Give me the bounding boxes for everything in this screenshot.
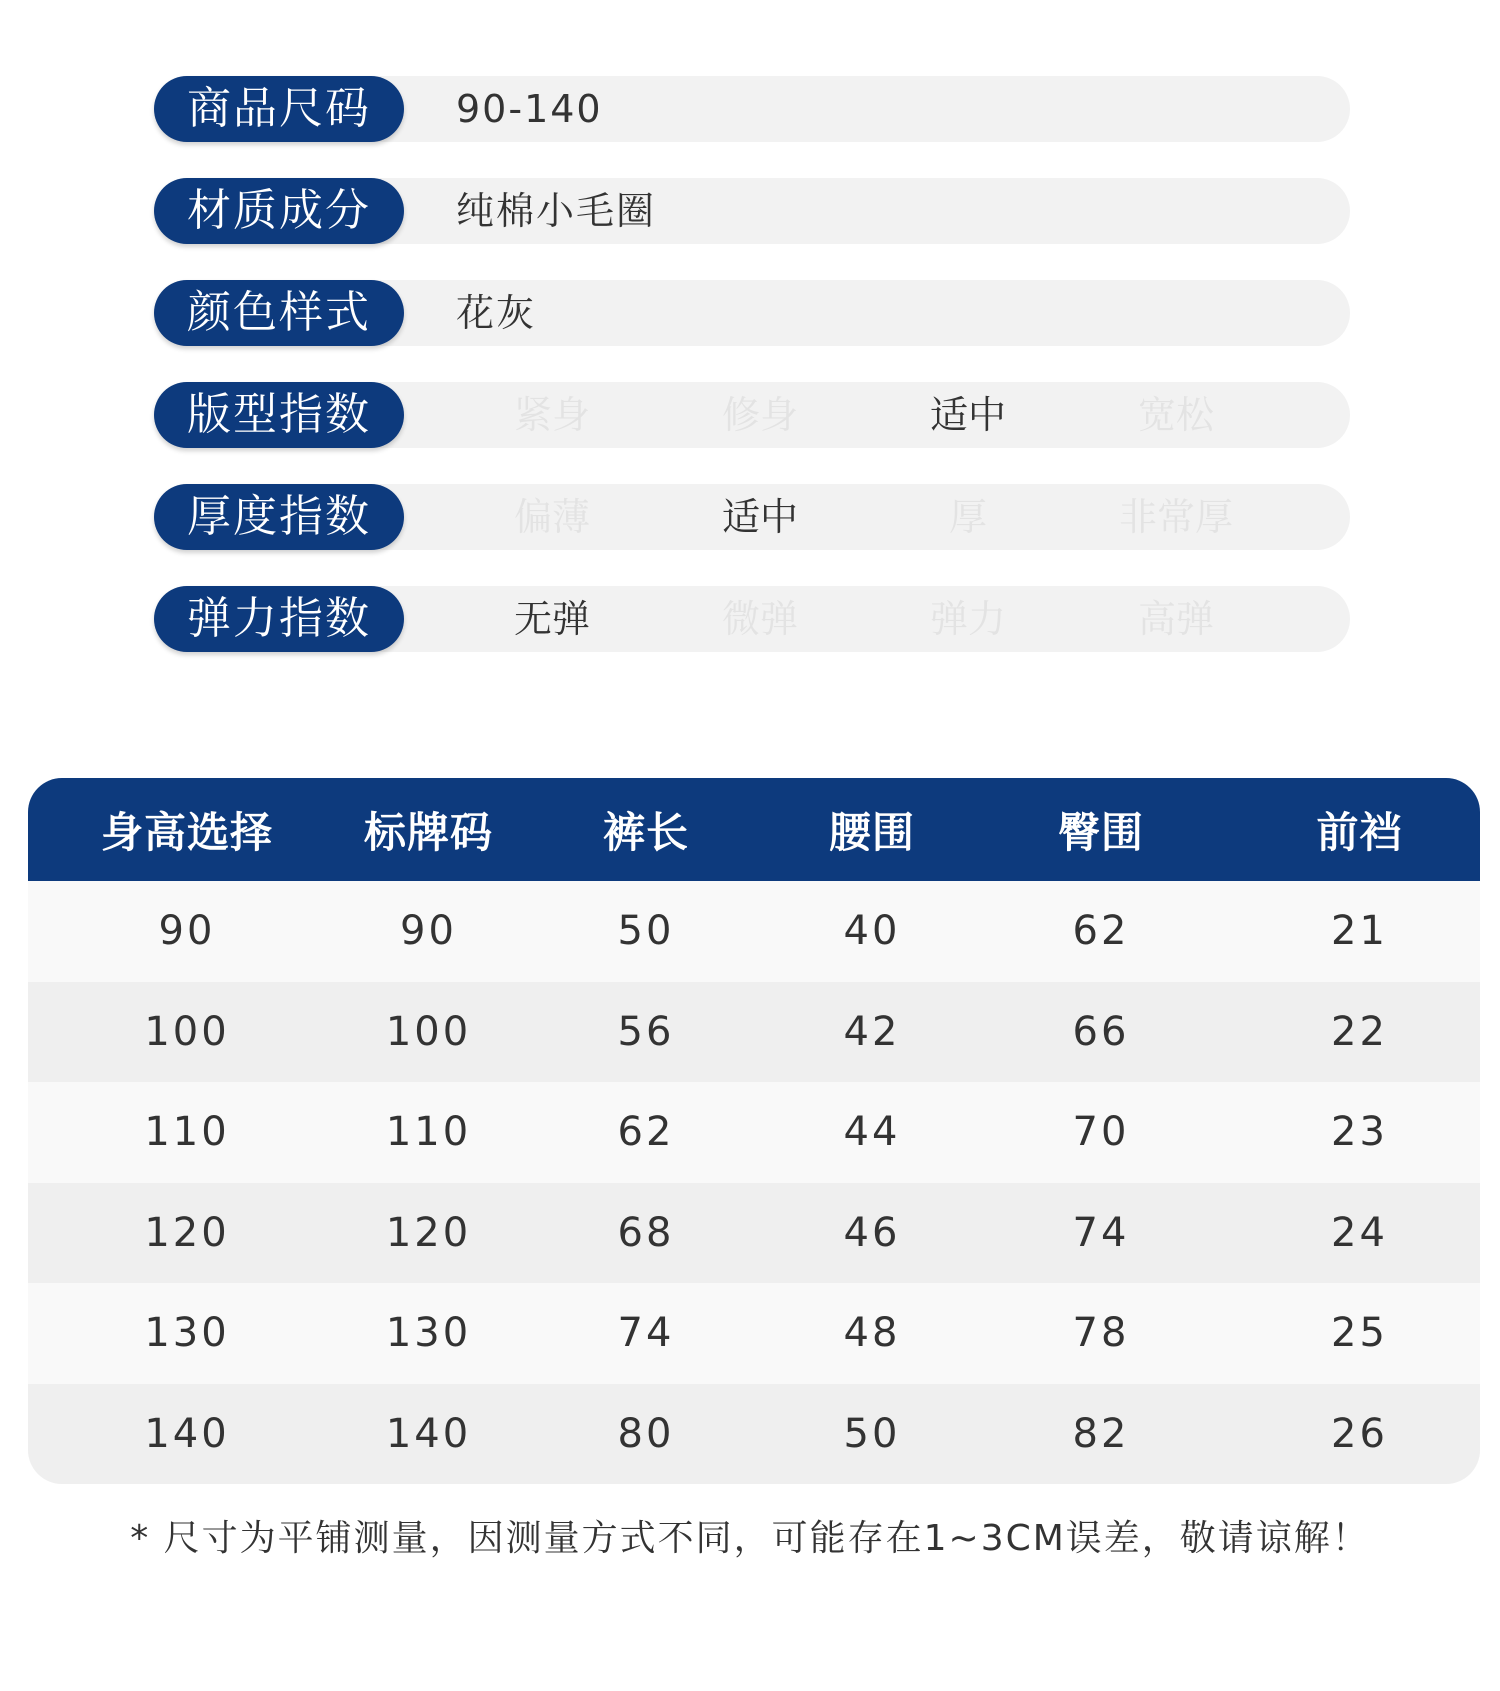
measurement-note: * 尺寸为平铺测量，因测量方式不同，可能存在1~3CM误差，敬请谅解！ (130, 1518, 1370, 1559)
attr-label: 颜色样式 (154, 280, 404, 346)
product-attributes (154, 76, 1350, 688)
table-cell: 56 (617, 1008, 675, 1055)
table-cell: 26 (1331, 1410, 1388, 1457)
table-row (28, 1283, 1480, 1384)
scale-option: 适中 (929, 393, 1006, 437)
table-cell: 90 (158, 908, 216, 955)
scale-row-fit (154, 382, 1350, 448)
attr-value: 花灰 (456, 291, 537, 335)
attr-row-color (154, 280, 1350, 346)
table-cell: 130 (385, 1310, 472, 1357)
attr-row-material (154, 178, 1350, 244)
attr-label: 材质成分 (154, 178, 404, 244)
scale-option: 厚 (948, 495, 987, 539)
table-cell: 46 (843, 1209, 901, 1256)
attr-label: 弹力指数 (154, 586, 404, 652)
scale-option: 无弹 (513, 597, 590, 641)
scale-option: 弹力 (929, 597, 1006, 641)
table-cell: 70 (1072, 1109, 1130, 1156)
scale-option: 宽松 (1137, 393, 1214, 437)
header-cell: 臀围 (1057, 807, 1144, 857)
table-cell: 120 (144, 1209, 230, 1256)
table-cell: 25 (1331, 1310, 1388, 1357)
attr-label: 厚度指数 (154, 484, 404, 550)
table-cell: 68 (617, 1209, 675, 1256)
attr-row-size (154, 76, 1350, 142)
table-cell: 74 (1072, 1209, 1130, 1256)
table-cell: 48 (843, 1310, 901, 1357)
attr-label: 商品尺码 (154, 76, 404, 142)
table-cell: 140 (144, 1410, 230, 1457)
elasticity-scale (154, 586, 1350, 652)
header-cell: 腰围 (828, 807, 915, 857)
table-cell: 110 (144, 1109, 230, 1156)
size-table (28, 778, 1480, 1484)
scale-row-elasticity (154, 586, 1350, 652)
table-cell: 66 (1072, 1008, 1130, 1055)
header-cell: 标牌码 (363, 807, 493, 857)
scale-row-thickness (154, 484, 1350, 550)
table-cell: 78 (1072, 1310, 1130, 1357)
table-cell: 23 (1331, 1109, 1388, 1156)
table-cell: 50 (843, 1410, 901, 1457)
scale-option: 紧身 (513, 393, 590, 437)
table-row (28, 881, 1480, 982)
table-cell: 82 (1072, 1410, 1130, 1457)
table-cell: 100 (144, 1008, 230, 1055)
table-header (28, 778, 1480, 881)
scale-option: 适中 (721, 495, 798, 539)
scale-option: 非常厚 (1118, 495, 1233, 539)
table-cell: 24 (1331, 1209, 1388, 1256)
table-row (28, 1183, 1480, 1284)
table-cell: 44 (843, 1109, 901, 1156)
header-cell: 身高选择 (100, 807, 273, 857)
table-cell: 130 (144, 1310, 230, 1357)
table-cell: 100 (385, 1008, 472, 1055)
scale-option: 高弹 (1137, 597, 1214, 641)
attr-value: 纯棉小毛圈 (456, 189, 657, 233)
table-row (28, 1384, 1480, 1485)
scale-option: 修身 (721, 393, 798, 437)
table-cell: 74 (617, 1310, 675, 1357)
table-cell: 42 (843, 1008, 901, 1055)
table-cell: 22 (1331, 1008, 1388, 1055)
table-cell: 40 (843, 908, 901, 955)
thickness-scale (154, 484, 1350, 550)
scale-option: 偏薄 (513, 495, 590, 539)
attr-value: 90-140 (456, 87, 603, 131)
attr-label: 版型指数 (154, 382, 404, 448)
table-cell: 110 (385, 1109, 472, 1156)
table-cell: 21 (1331, 908, 1388, 955)
table-cell: 62 (1072, 908, 1130, 955)
table-cell: 62 (617, 1109, 675, 1156)
table-row (28, 982, 1480, 1083)
table-cell: 120 (385, 1209, 472, 1256)
table-cell: 80 (617, 1410, 675, 1457)
table-cell: 50 (617, 908, 675, 955)
table-cell: 140 (385, 1410, 472, 1457)
header-cell: 前裆 (1316, 807, 1403, 857)
table-row (28, 1082, 1480, 1183)
header-cell: 裤长 (602, 807, 689, 857)
table-cell: 90 (400, 908, 457, 955)
fit-scale (154, 382, 1350, 448)
scale-option: 微弹 (721, 597, 798, 641)
